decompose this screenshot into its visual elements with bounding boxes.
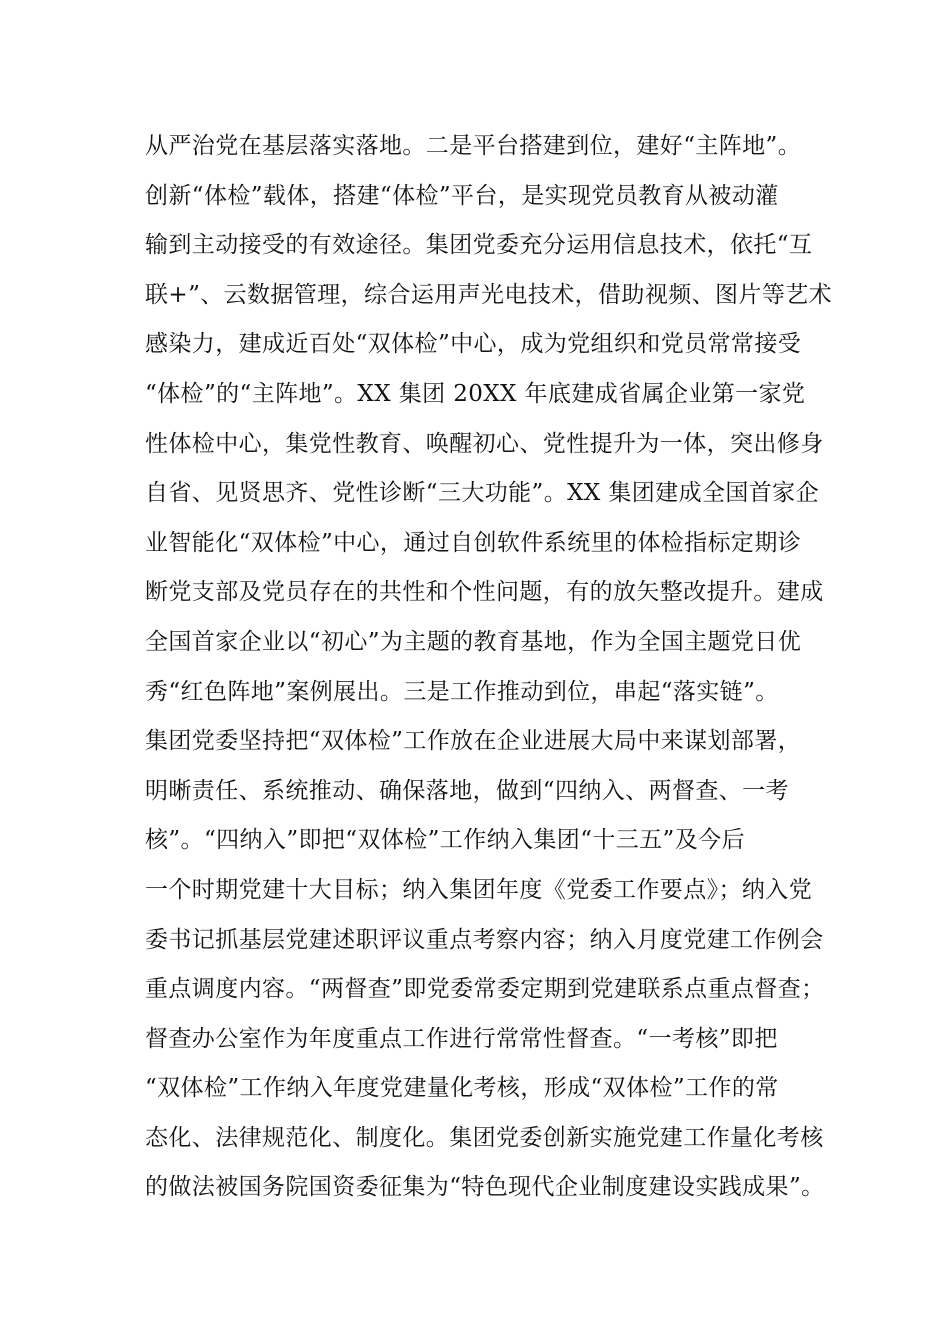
text-line: 集团党委坚持把“双体检”工作放在企业进展大局中来谋划部署，: [145, 728, 802, 755]
text-line: 的做法被国务院国资委征集为“特色现代企业制度建设实践成果”。: [145, 1174, 825, 1201]
text-line: 态化、法律规范化、制度化。集团党委创新实施党建工作量化考核: [145, 1124, 824, 1151]
text-line: 一个时期党建十大目标；纳入集团年度《党委工作要点》；纳入党: [145, 876, 813, 903]
text-line: 自省、见贤思齐、党性诊断“三大功能”。XX 集团建成全国首家企: [145, 480, 819, 507]
text-line: 联+”、云数据管理，综合运用声光电技术，借助视频、图片等艺术: [145, 281, 833, 308]
text-line: 性体检中心，集党性教育、唤醒初心、党性提升为一体，突出修身: [145, 430, 824, 457]
text-line: “双体检”工作纳入年度党建量化考核，形成“双体检”工作的常: [145, 1075, 779, 1102]
text-line: 感染力，建成近百处“双体检”中心，成为党组织和党员常常接受: [145, 331, 802, 358]
text-line: 明晰责任、系统推动、确保落地，做到“四纳入、两督查、一考: [145, 777, 789, 804]
text-line: 业智能化“双体检”中心，通过自创软件系统里的体检指标定期诊: [145, 529, 802, 556]
text-line: 全国首家企业以“初心”为主题的教育基地，作为全国主题党日优: [145, 628, 802, 655]
text-line: 重点调度内容。“两督查”即党委常委定期到党建联系点重点督查；: [145, 976, 825, 1003]
text-line: 委书记抓基层党建述职评议重点考察内容；纳入月度党建工作例会: [145, 926, 824, 953]
text-line: 从严治党在基层落实落地。二是平台搭建到位，建好“主阵地”。: [145, 133, 802, 159]
text-line: 创新“体检”载体，搭建“体检”平台，是实现党员教育从被动灌: [145, 182, 779, 209]
text-line: 输到主动接受的有效途径。集团党委充分运用信息技术，依托“互: [145, 232, 813, 259]
body-text: [145, 127, 845, 1218]
text-line: 秀“红色阵地”案例展出。三是工作推动到位，串起“落实链”。: [145, 678, 779, 705]
text-line: “体检”的“主阵地”。XX 集团 20XX 年底建成省属企业第一家党: [145, 380, 806, 407]
text-line: 核”。“四纳入”即把“双体检”工作纳入集团“十三五”及今后: [145, 827, 745, 854]
text-line: 督查办公室作为年度重点工作进行常常性督查。“一考核”即把: [145, 1025, 778, 1052]
text-line: 断党支部及党员存在的共性和个性问题，有的放矢整改提升。建成: [145, 579, 824, 606]
